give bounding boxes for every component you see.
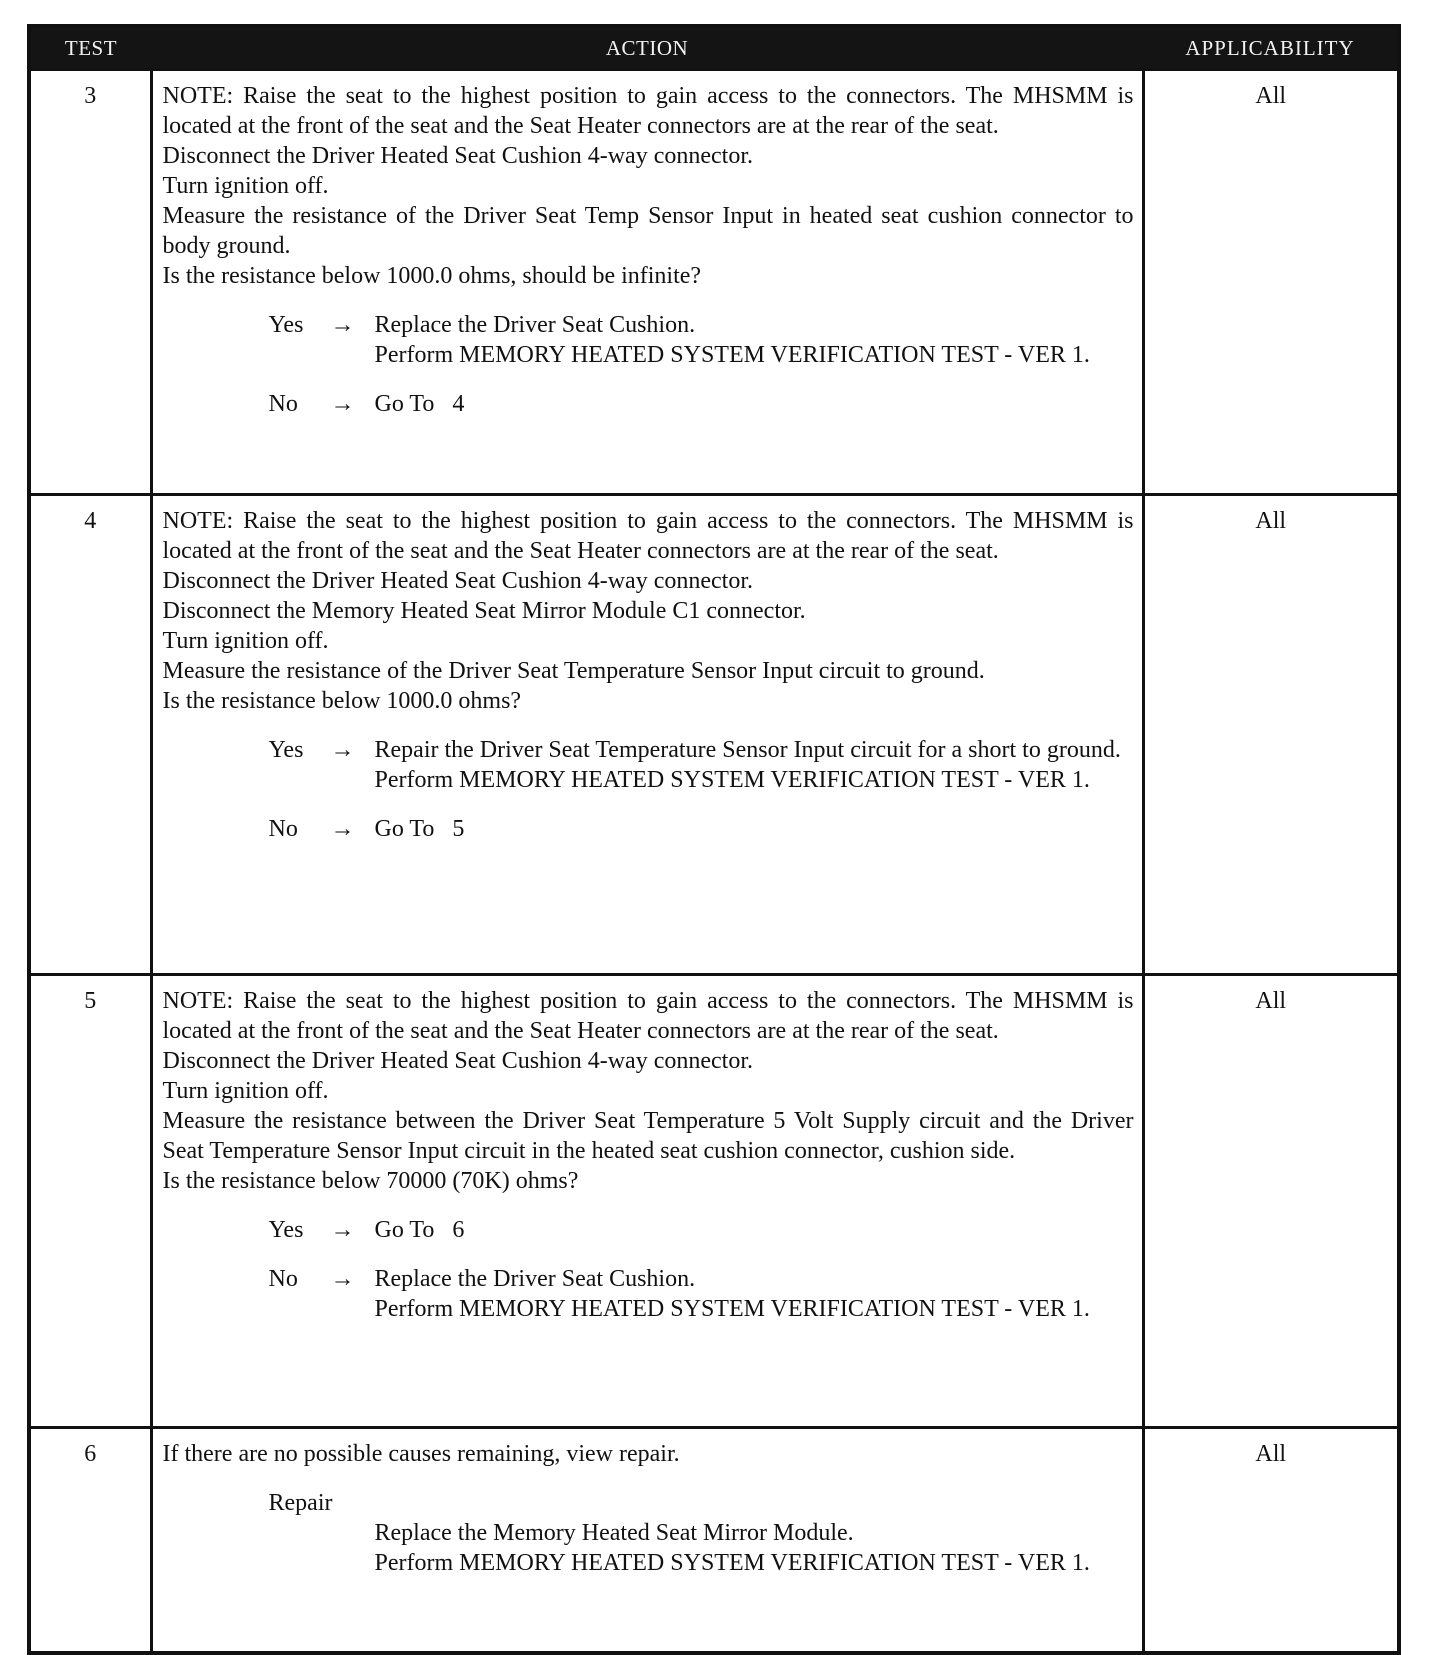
outcome-label: [269, 1264, 375, 1324]
action-line: Disconnect the Driver Heated Seat Cushion 4-way connector.: [162, 143, 753, 169]
action-line: NOTE: Raise the seat to the highest position to gain access to the connectors. The MHSMM is located at the front of the seat and the Seat Heater connectors are at the rear of the seat.: [162, 83, 1134, 139]
table-header: [29, 26, 1399, 70]
action-line: Disconnect the Driver Heated Seat Cushion 4-way connector.: [162, 1048, 753, 1074]
action-line: Turn ignition off.: [162, 628, 329, 654]
table-row: [29, 1428, 1399, 1654]
result-line: Repair the Driver Seat Temperature Sensor Input circuit for a short to ground.: [374, 737, 1121, 763]
action-line: Is the resistance below 70000 (70K) ohms?: [162, 1168, 579, 1194]
outcome-label: [269, 814, 375, 844]
right-arrow-icon: →: [330, 391, 355, 417]
no-outcome: [163, 1264, 1134, 1324]
yes-label: Yes: [268, 1217, 304, 1243]
outcome-result: [375, 814, 1134, 844]
outcome-result: [375, 1215, 1134, 1245]
table-row: [29, 495, 1399, 975]
action-line: Disconnect the Driver Heated Seat Cushion 4-way connector.: [162, 568, 753, 594]
action-line: Disconnect the Memory Heated Seat Mirror Module C1 connector.: [162, 598, 806, 624]
test-number: 5: [29, 975, 151, 1428]
outcome-label: [269, 389, 375, 419]
outcome-result: [375, 1264, 1134, 1324]
result-line: Perform MEMORY HEATED SYSTEM VERIFICATION TEST - VER 1.: [374, 342, 1090, 368]
table-row: [29, 70, 1399, 495]
action-line: Is the resistance below 1000.0 ohms, should be infinite?: [162, 263, 702, 289]
yes-label: Yes: [268, 312, 304, 338]
result-line: Replace the Driver Seat Cushion.: [374, 1266, 696, 1292]
repair-steps: [375, 1518, 1134, 1578]
outcome-label: [269, 1215, 375, 1245]
repair-block: [163, 1488, 1134, 1578]
action-line: Turn ignition off.: [162, 1078, 329, 1104]
action-cell: [151, 70, 1143, 495]
header-test: TEST: [29, 26, 151, 70]
no-outcome: [163, 389, 1134, 419]
yes-label: Yes: [268, 737, 304, 763]
right-arrow-icon: →: [330, 737, 355, 763]
result-line: Perform MEMORY HEATED SYSTEM VERIFICATION TEST - VER 1.: [374, 1296, 1090, 1322]
no-label: No: [268, 1266, 298, 1292]
action-cell: [151, 975, 1143, 1428]
right-arrow-icon: →: [330, 312, 355, 338]
repair-line: Perform MEMORY HEATED SYSTEM VERIFICATION TEST - VER 1.: [374, 1550, 1090, 1576]
applicability-cell: All: [1143, 1428, 1399, 1654]
test-number: 3: [29, 70, 151, 495]
outcome-label: [269, 735, 375, 795]
action-line: If there are no possible causes remaining, view repair.: [162, 1441, 680, 1467]
no-label: No: [268, 391, 298, 417]
go-to-link[interactable]: Go To 6: [374, 1217, 465, 1243]
applicability-cell: All: [1143, 70, 1399, 495]
yes-outcome: [163, 735, 1134, 795]
header-action: ACTION: [151, 26, 1143, 70]
yes-outcome: [163, 1215, 1134, 1245]
outcome-result: [375, 389, 1134, 419]
right-arrow-icon: →: [330, 1266, 355, 1292]
table-body: [29, 70, 1399, 1654]
action-line: Measure the resistance of the Driver Seat Temp Sensor Input in heated seat cushion connector to body ground.: [162, 203, 1134, 259]
test-number: 4: [29, 495, 151, 975]
header-row: [29, 26, 1399, 70]
action-line: Turn ignition off.: [162, 173, 329, 199]
go-to-link[interactable]: Go To 5: [374, 816, 465, 842]
action-line: NOTE: Raise the seat to the highest position to gain access to the connectors. The MHSMM is located at the front of the seat and the Seat Heater connectors are at the rear of the seat.: [162, 508, 1134, 564]
action-cell: [151, 1428, 1143, 1654]
repair-line: Replace the Memory Heated Seat Mirror Module.: [374, 1520, 854, 1546]
action-line: NOTE: Raise the seat to the highest position to gain access to the connectors. The MHSMM is located at the front of the seat and the Seat Heater connectors are at the rear of the seat.: [162, 988, 1134, 1044]
action-line: Is the resistance below 1000.0 ohms?: [162, 688, 522, 714]
diagnostic-test-table: [27, 24, 1401, 1655]
action-cell: [151, 495, 1143, 975]
table-row: [29, 975, 1399, 1428]
right-arrow-icon: →: [330, 1217, 355, 1243]
action-line: Measure the resistance of the Driver Seat Temperature Sensor Input circuit to ground.: [162, 658, 985, 684]
outcome-result: [375, 310, 1134, 370]
result-line: Perform MEMORY HEATED SYSTEM VERIFICATION TEST - VER 1.: [374, 767, 1090, 793]
test-number: 6: [29, 1428, 151, 1654]
applicability-cell: All: [1143, 495, 1399, 975]
no-label: No: [268, 816, 298, 842]
action-line: Measure the resistance between the Driver Seat Temperature 5 Volt Supply circuit and the Driver Seat Temperature Sensor Input circuit in the heated seat cushion connector, cushion side.: [162, 1108, 1134, 1164]
outcome-result: [375, 735, 1134, 795]
outcome-label: [269, 310, 375, 370]
repair-label: Repair: [268, 1490, 333, 1516]
applicability-cell: All: [1143, 975, 1399, 1428]
no-outcome: [163, 814, 1134, 844]
header-applicability: APPLICABILITY: [1143, 26, 1399, 70]
go-to-link[interactable]: Go To 4: [374, 391, 465, 417]
result-line: Replace the Driver Seat Cushion.: [374, 312, 696, 338]
right-arrow-icon: →: [330, 816, 355, 842]
yes-outcome: [163, 310, 1134, 370]
